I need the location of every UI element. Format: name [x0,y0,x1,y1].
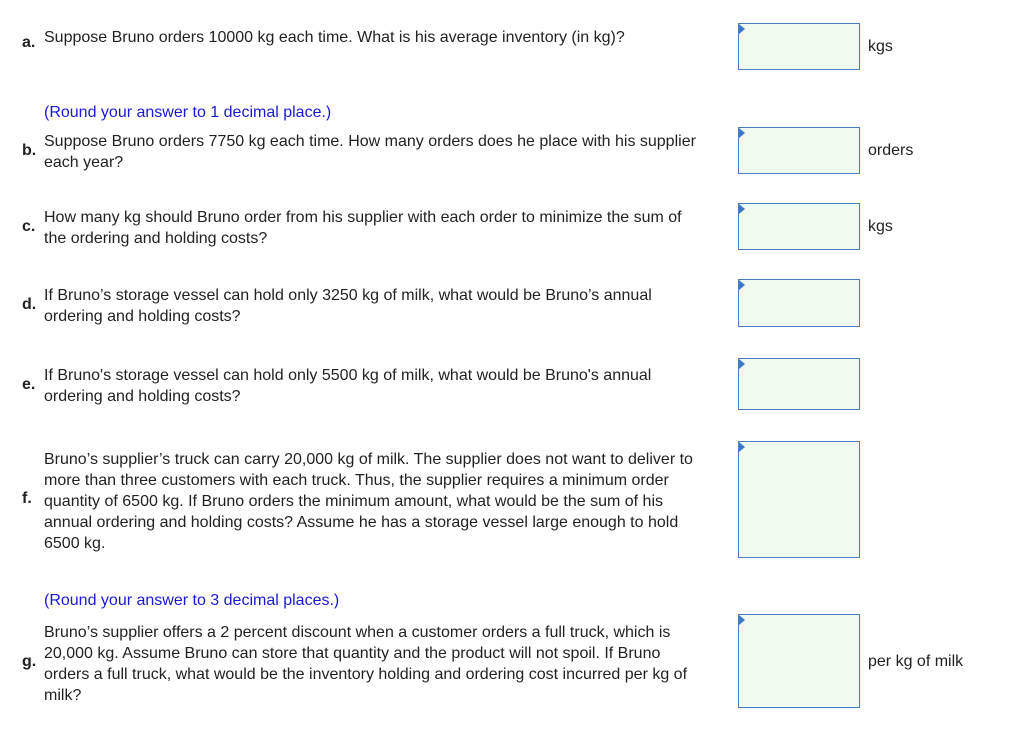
question-letter-a: a. [22,34,36,51]
question-letter-d: d. [22,296,37,313]
input-marker-icon [739,204,745,214]
question-letter-f: f. [22,490,32,507]
question-text-d: If Bruno’s storage vessel can hold only 3250 kg of milk, what would be Bruno’s annual ordering and holding costs? [44,287,652,325]
unit-label-g: per kg of milk [868,653,964,670]
rounding-note-3: (Round your answer to 3 decimal places.) [44,592,340,609]
question-text-b: Suppose Bruno orders 7750 kg each time. How many orders does he place with his supplier each year? [44,133,696,171]
question-letter-e: e. [22,376,36,393]
answer-input-e[interactable] [738,358,860,410]
question-text-e: If Bruno's storage vessel can hold only 5500 kg of milk, what would be Bruno's annual ordering and holding costs? [44,367,652,405]
input-marker-icon [739,24,745,34]
unit-label-a: kgs [868,38,893,55]
answer-input-f[interactable] [738,441,860,558]
question-text-c: How many kg should Bruno order from his supplier with each order to minimize the sum of the ordering and holding costs? [44,209,682,247]
question-text-g: Bruno’s supplier offers a 2 percent discount when a customer orders a full truck, which is 20,000 kg. Assume Bruno can store that quantity and the product will not spoil. If Bruno orders a full truck, what would be the inventory holding and ordering cost incurred per kg of milk? [44,624,688,704]
unit-label-c: kgs [868,218,893,235]
answer-input-b[interactable] [738,127,860,174]
question-text-f: Bruno’s supplier’s truck can carry 20,000 kg of milk. The supplier does not want to deliver to more than three customers with each truck. Thus, the supplier requires a minimum order quantity of 6500 kg. If Bruno orders the minimum amount, what would be the sum of his annual ordering and holding costs? Assume he has a storage vessel large enough to hold 6500 kg. [44,451,693,552]
question-letter-c: c. [22,218,36,235]
answer-input-c[interactable] [738,203,860,250]
question-letter-g: g. [22,653,37,670]
input-marker-icon [739,615,745,625]
answer-input-a[interactable] [738,23,860,70]
input-marker-icon [739,280,745,290]
input-marker-icon [739,128,745,138]
question-text-a: Suppose Bruno orders 10000 kg each time. What is his average inventory (in kg)? [44,29,625,46]
rounding-note-1: (Round your answer to 1 decimal place.) [44,104,332,121]
input-marker-icon [739,442,745,452]
answer-input-g[interactable] [738,614,860,708]
input-marker-icon [739,359,745,369]
question-letter-b: b. [22,142,37,159]
answer-input-d[interactable] [738,279,860,327]
unit-label-b: orders [868,142,914,159]
